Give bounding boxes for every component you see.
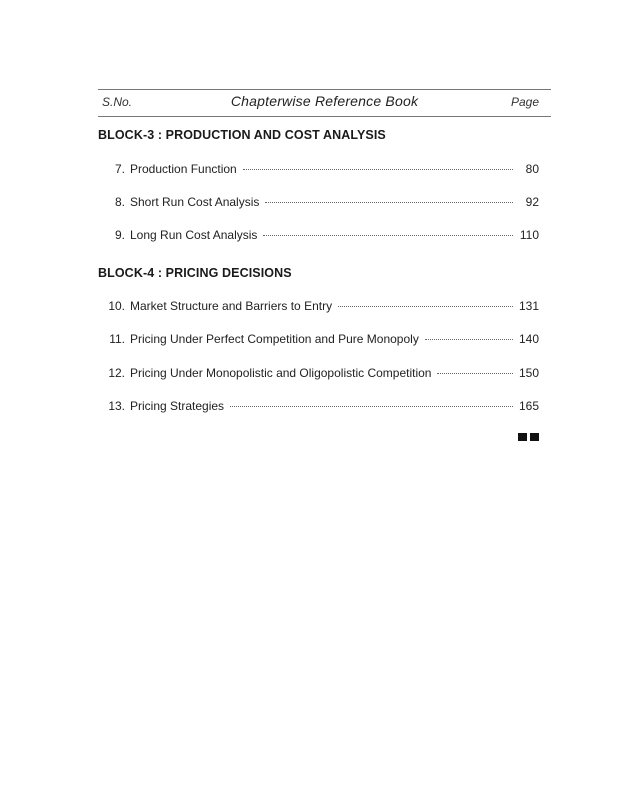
chapter-number: 8.: [114, 195, 125, 209]
dot-leader: [437, 373, 512, 374]
toc-entry[interactable]: [98, 228, 539, 244]
page-number: 131: [518, 299, 539, 313]
toc-entry[interactable]: [98, 366, 539, 382]
toc-entry[interactable]: [98, 399, 539, 415]
dot-leader: [425, 339, 513, 340]
square-icon: [518, 433, 527, 441]
block-heading: BLOCK-4 : PRICING DECISIONS: [98, 266, 292, 280]
table-header: [98, 89, 551, 117]
dot-leader: [265, 202, 513, 203]
chapter-title: Pricing Under Perfect Competition and Pure Monopoly: [130, 332, 419, 346]
chapter-title: Pricing Strategies: [130, 399, 225, 413]
chapter-number: 7.: [114, 162, 125, 176]
square-icon: [530, 433, 539, 441]
block-heading: BLOCK-3 : PRODUCTION AND COST ANALYSIS: [98, 128, 386, 142]
chapter-number: 11.: [109, 332, 125, 346]
chapter-title: Pricing Under Monopolistic and Oligopolistic Competition: [130, 366, 432, 380]
page-column-label: Page: [510, 95, 539, 109]
toc-entry[interactable]: [98, 332, 539, 348]
dot-leader: [230, 406, 513, 407]
chapter-number: 9.: [114, 228, 125, 242]
page-number: 110: [519, 228, 539, 242]
page-number: 140: [518, 332, 539, 346]
chapter-number: 10.: [108, 299, 125, 313]
page-number: 150: [518, 366, 539, 380]
chapter-number: 12.: [108, 366, 125, 380]
toc-entry[interactable]: [98, 299, 539, 315]
toc-entry[interactable]: [98, 195, 539, 211]
chapter-title: Production Function: [130, 162, 237, 176]
chapter-title: Market Structure and Barriers to Entry: [130, 299, 333, 313]
chapter-number: 13.: [108, 399, 125, 413]
book-title: Chapterwise Reference Book: [230, 93, 419, 109]
sno-column-label: S.No.: [102, 95, 133, 109]
dot-leader: [243, 169, 513, 170]
page-number: 165: [518, 399, 539, 413]
dot-leader: [338, 306, 513, 307]
page-number: 92: [525, 195, 539, 209]
chapter-title: Long Run Cost Analysis: [130, 228, 258, 242]
page-number: 80: [525, 162, 539, 176]
chapter-title: Short Run Cost Analysis: [130, 195, 260, 209]
toc-entry[interactable]: [98, 162, 539, 178]
end-of-section-mark: [518, 433, 539, 441]
dot-leader: [263, 235, 513, 236]
